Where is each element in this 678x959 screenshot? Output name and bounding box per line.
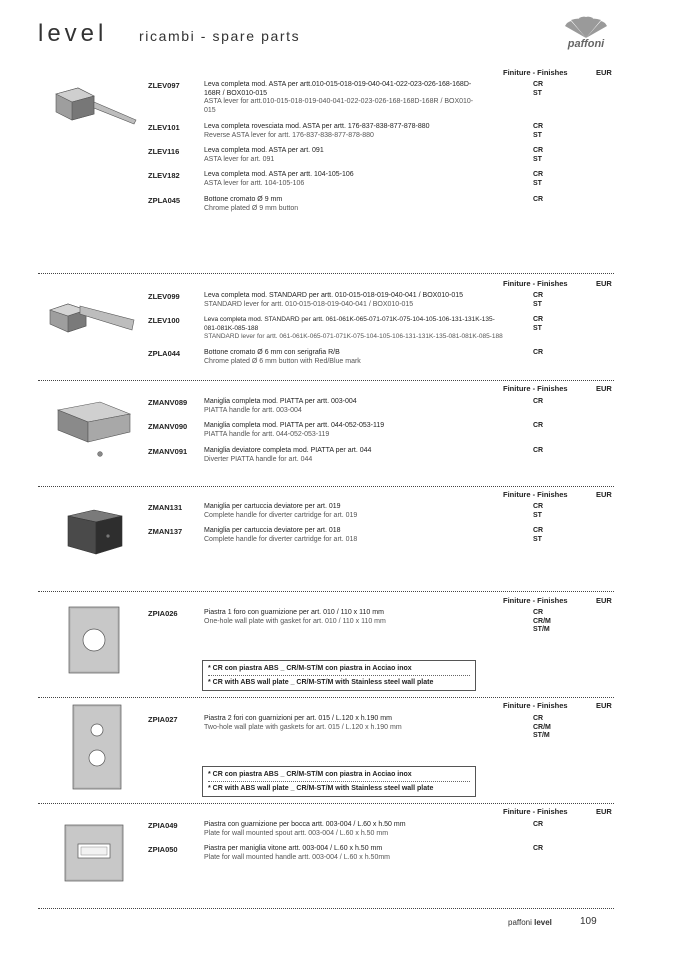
eur-column-header: EUR [596, 807, 612, 816]
section-divider [38, 697, 614, 698]
finishes-column-header: Finiture - Finishes [503, 279, 568, 288]
part-code: ZPIA049 [148, 821, 178, 830]
eur-column-header: EUR [596, 279, 612, 288]
part-code: ZMANV089 [148, 398, 188, 407]
finish-codes: CR [533, 196, 544, 203]
part-description: Bottone cromato Ø 9 mm Chrome plated Ø 9 mm button [204, 196, 299, 212]
part-description: Leva completa mod. STANDARD per artt. 061-061K-065-071-071K-075-104-105-106-131-131K-135- 081-081K-085-188 STANDARD lever for artt. 061-061K-065-071-071K-075-104-105-106-131-131K-135-081-081K-085-188 [204, 316, 503, 341]
part-code: ZPIA027 [148, 715, 178, 724]
section-divider [38, 273, 614, 274]
section-divider [38, 380, 614, 381]
part-code: ZLEV101 [148, 123, 180, 132]
part-description: Maniglia per cartuccia deviatore per art. 018 Complete handle for diverter cartridge for art. 018 [204, 527, 358, 543]
finish-codes: CR ST [533, 527, 544, 543]
part-code: ZPIA050 [148, 845, 178, 854]
eur-column-header: EUR [596, 490, 612, 499]
section-divider [38, 908, 614, 909]
part-description: Maniglia completa mod. PIATTA per artt. 003-004 PIATTA handle for artt. 003-004 [204, 398, 357, 414]
page-number: 109 [580, 916, 597, 927]
finish-codes: CR ST [533, 123, 544, 139]
catalog-title: level [38, 20, 108, 47]
part-code: ZLEV182 [148, 171, 180, 180]
part-code: ZMAN131 [148, 503, 183, 512]
footer-brand: paffoni level [508, 918, 552, 927]
finish-codes: CR [533, 821, 544, 828]
part-code: ZMANV090 [148, 422, 188, 431]
part-code: ZMAN137 [148, 527, 183, 536]
brand-logo-text: paffoni [567, 38, 605, 50]
diverter-handle-image [64, 506, 126, 558]
finish-codes: CR CR/M ST/M [533, 715, 551, 740]
section-divider [38, 486, 614, 487]
finishes-column-header: Finiture - Finishes [503, 384, 568, 393]
part-code: ZPLA044 [148, 349, 181, 358]
finishes-column-header: Finiture - Finishes [503, 68, 568, 77]
finish-codes: CR [533, 447, 544, 454]
part-description: Maniglia per cartuccia deviatore per art. 019 Complete handle for diverter cartridge for art. 019 [204, 503, 358, 519]
finish-codes: CR ST [533, 147, 544, 163]
finish-codes: CR ST [533, 81, 544, 97]
eur-column-header: EUR [596, 596, 612, 605]
material-note-box: * CR con piastra ABS _ CR/M-ST/M con piastra in Acciao inox * CR with ABS wall plate _ CR/M-ST/M with Stainless steel wall plate [202, 660, 476, 691]
section-divider [38, 803, 614, 804]
part-code: ZLEV099 [148, 292, 180, 301]
finish-codes: CR [533, 422, 544, 429]
part-description: Bottone cromato Ø 6 mm con serigrafia R/B Chrome plated Ø 6 mm button with Red/Blue mark [204, 349, 361, 365]
eur-column-header: EUR [596, 68, 612, 77]
part-code: ZLEV116 [148, 147, 180, 156]
finish-codes: CR [533, 349, 544, 356]
eur-column-header: EUR [596, 384, 612, 393]
finishes-column-header: Finiture - Finishes [503, 596, 568, 605]
part-description: Piastra con guarnizione per bocca artt. 003-004 / L.60 x h.50 mm Plate for wall mounted spout artt. 003-004 / L.60 x h.50 mm [204, 821, 406, 837]
part-code: ZPLA045 [148, 196, 181, 205]
part-description: Maniglia deviatore completa mod. PIATTA per art. 044 Diverter PIATTA handle for art. 044 [204, 447, 372, 463]
catalog-subtitle: ricambi - spare parts [139, 28, 301, 44]
part-description: Leva completa mod. ASTA per artt. 104-105-106 ASTA lever for artt. 104-105-106 [204, 171, 354, 187]
finishes-column-header: Finiture - Finishes [503, 490, 568, 499]
part-description: Leva completa mod. STANDARD per artt. 010-015-018-019-040-041 / BOX010-015 STANDARD lever for artt. 010-015-018-019-040-041 / BOX010-015 [204, 292, 464, 308]
part-description: Leva completa mod. ASTA per art. 091 ASTA lever for art. 091 [204, 147, 324, 163]
asta-lever-image [48, 84, 140, 130]
piatta-handle-image [52, 400, 134, 460]
finish-codes: CR [533, 845, 544, 852]
part-code: ZLEV100 [148, 316, 180, 325]
finish-codes: CR ST [533, 503, 544, 519]
part-description: Leva completa mod. ASTA per artt.010-015-018-019-040-041-022-023-026-168-168D- 168R / BOX010-015 ASTA lever for artt.010-015-018-019-040-041-022-023-026-168-168D-168R / BOX010- 015 [204, 81, 474, 114]
part-description: Piastra per maniglia vitone artt. 003-004 / L.60 x h.50 mm Plate for wall mounted handle artt. 003-004 / L.60 x h.50mm [204, 845, 390, 861]
finishes-column-header: Finiture - Finishes [503, 807, 568, 816]
part-description: Maniglia completa mod. PIATTA per artt. 044-052-053-119 PIATTA handle for artt. 044-052-053-119 [204, 422, 385, 438]
one-hole-plate-image [66, 604, 124, 676]
eur-column-header: EUR [596, 701, 612, 710]
section-divider [38, 591, 614, 592]
finish-codes: CR ST [533, 316, 544, 332]
part-description: Piastra 1 foro con guarnizione per art. 010 / 110 x 110 mm One-hole wall plate with gasket for art. 010 / 110 x 110 mm [204, 609, 386, 625]
part-code: ZPIA026 [148, 609, 178, 618]
finish-codes: CR [533, 398, 544, 405]
part-code: ZLEV097 [148, 81, 180, 90]
spout-plate-image [62, 822, 126, 884]
standard-lever-image [46, 298, 138, 340]
two-hole-plate-image [70, 702, 126, 792]
finish-codes: CR CR/M ST/M [533, 609, 551, 634]
finish-codes: CR ST [533, 171, 544, 187]
finishes-column-header: Finiture - Finishes [503, 701, 568, 710]
material-note-box: * CR con piastra ABS _ CR/M-ST/M con piastra in Acciao inox * CR with ABS wall plate _ CR/M-ST/M with Stainless steel wall plate [202, 766, 476, 797]
part-code: ZMANV091 [148, 447, 188, 456]
part-description: Piastra 2 fori con guarnizioni per art. 015 / L.120 x h.190 mm Two-hole wall plate with gaskets for art. 015 / L.120 x h.190 mm [204, 715, 402, 731]
part-description: Leva completa rovesciata mod. ASTA per artt. 176-837-838-877-878-880 Reverse ASTA lever for artt. 176-837-838-877-878-880 [204, 123, 430, 139]
finish-codes: CR ST [533, 292, 544, 308]
